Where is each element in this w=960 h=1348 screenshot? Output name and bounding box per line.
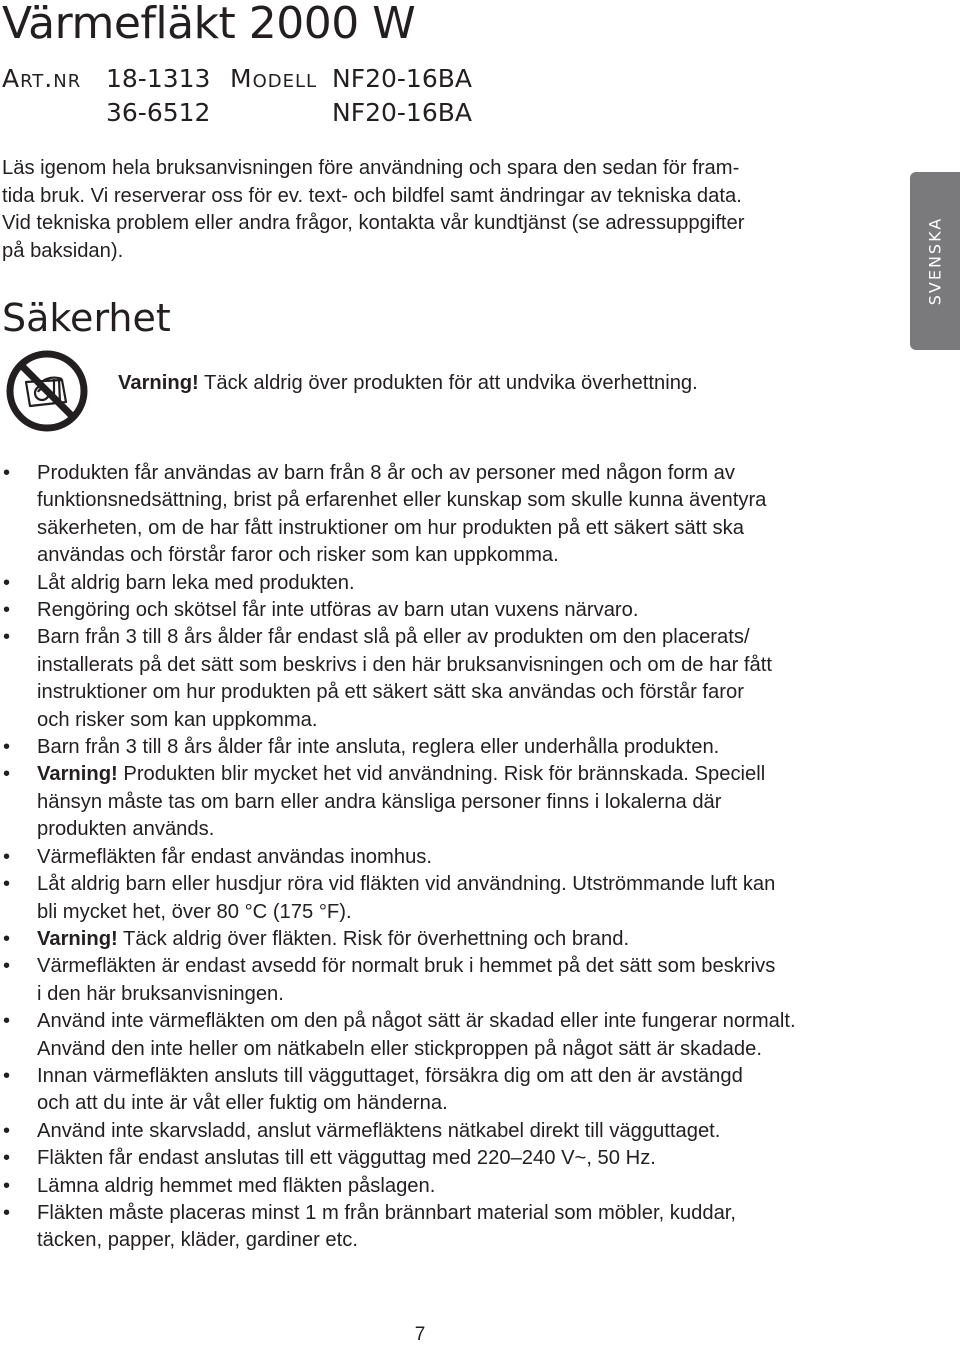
list-item: • Varning! Täck aldrig över fläkten. Risk för överhettning och brand.: [0, 926, 880, 953]
bullet: •: [3, 955, 11, 978]
list-item: • Fläkten får endast anslutas till ett vägguttag med 220–240 V~, 50 Hz.: [0, 1145, 880, 1172]
list-item: • Innan värmefläkten ansluts till vägguttaget, försäkra dig om att den är avstängd och att du inte är våt eller fuktig om händerna.: [3, 1064, 743, 1115]
warning-label: Varning!: [118, 372, 199, 394]
warning-label: Varning!: [37, 927, 118, 950]
list-item: • Värmefläkten är endast avsedd för normalt bruk i hemmet på det sätt som beskrivs i den här bruksanvisningen.: [3, 955, 776, 1005]
list-item: • Lämna aldrig hemmet med fläkten påslagen.: [0, 1173, 880, 1200]
list-item: • Låt aldrig barn eller husdjur röra vid fläkten vid användning. Utströmmande luft kan bli mycket het, över 80 °C (175 °F).: [3, 873, 776, 923]
bullet: •: [3, 1147, 11, 1170]
bullet: •: [3, 462, 11, 484]
safety-list: [0, 460, 880, 1255]
list-item: • Varning! Produkten blir mycket het vid användning. Risk för brännskada. Speciell hänsyn måste tas om barn eller andra känsliga personer finns i lokalerna där produkten används.: [3, 763, 766, 841]
intro-paragraph: [2, 155, 822, 265]
language-tab: [910, 172, 960, 350]
list-item: • Använd inte värmefläkten om den på något sätt är skadad eller inte fungerar normalt. Använd den inte heller om nätkabeln eller stickproppen på något sätt är skadade.: [3, 1010, 796, 1060]
intro-line: Läs igenom hela bruksanvisningen före användning och spara den sedan för fram-: [2, 157, 740, 179]
bullet: •: [3, 873, 11, 896]
bullet: •: [3, 599, 11, 622]
language-tab-label: SVENSKA: [925, 216, 945, 306]
bullet: •: [3, 1064, 11, 1087]
art-nr-value: 18-1313: [106, 64, 211, 93]
cover-warning: [118, 372, 698, 395]
list-item: • Använd inte skarvsladd, anslut värmefläktens nätkabel direkt till vägguttaget.: [0, 1118, 880, 1145]
art-nr-label: Art.nr: [2, 64, 82, 93]
list-item: • Värmefläkten får endast användas inomhus.: [0, 844, 880, 871]
intro-line: Vid tekniska problem eller andra frågor, kontakta vår kundtjänst (se adressuppgifter: [2, 212, 745, 234]
model-value: NF20-16BA: [332, 98, 472, 127]
bullet: •: [3, 845, 11, 868]
intro-line: tida bruk. Vi reserverar oss för ev. text- och bildfel samt ändringar av tekniska data.: [2, 184, 742, 207]
list-item: • Fläkten måste placeras minst 1 m från brännbart material som möbler, kuddar, täcken, papper, kläder, gardiner etc.: [3, 1201, 737, 1252]
bullet: •: [3, 626, 11, 649]
list-item: • Låt aldrig barn leka med produkten.: [0, 570, 880, 597]
warning-label: Varning!: [37, 763, 118, 786]
bullet: •: [3, 1201, 11, 1224]
warning-text: Täck aldrig över produkten för att undvika överhettning.: [198, 372, 698, 394]
bullet: •: [3, 1174, 11, 1197]
document-title: Värmefläkt 2000 W: [2, 0, 416, 49]
art-nr-value: 36-6512: [106, 98, 211, 127]
bullet: •: [3, 1010, 11, 1033]
section-heading-safety: Säkerhet: [2, 296, 171, 340]
model-label: Modell: [230, 64, 318, 93]
model-value: NF20-16BA: [332, 64, 472, 93]
list-item: • Rengöring och skötsel får inte utföras av barn utan vuxens närvaro.: [0, 597, 880, 624]
bullet: •: [3, 571, 11, 594]
list-item: • Produkten får användas av barn från 8 år och av personer med någon form av funktionsnedsättning, brist på erfarenhet eller kunskap som skulle kunna äventyra säkerheten, om de har fått instruktioner om hur produkten på ett säkert sätt ska användas och förstår faror och risker som kan uppkomma.: [3, 462, 767, 567]
bullet: •: [3, 1119, 11, 1142]
bullet: •: [3, 927, 11, 950]
bullet: •: [3, 736, 11, 759]
bullet: •: [3, 763, 11, 786]
do-not-cover-icon: [4, 348, 90, 434]
page-number: 7: [414, 1324, 426, 1345]
intro-line: på baksidan).: [2, 239, 124, 262]
list-item: • Barn från 3 till 8 års ålder får inte ansluta, reglera eller underhålla produkten.: [0, 734, 880, 761]
list-item: • Barn från 3 till 8 års ålder får endast slå på eller av produkten om den placerats/ installerats på det sätt som beskrivs i den här bruksanvisningen och om de har fått instruktioner om hur produkten på ett säkert sätt ska användas och förstår faror och risker som kan uppkomma.: [3, 626, 772, 731]
